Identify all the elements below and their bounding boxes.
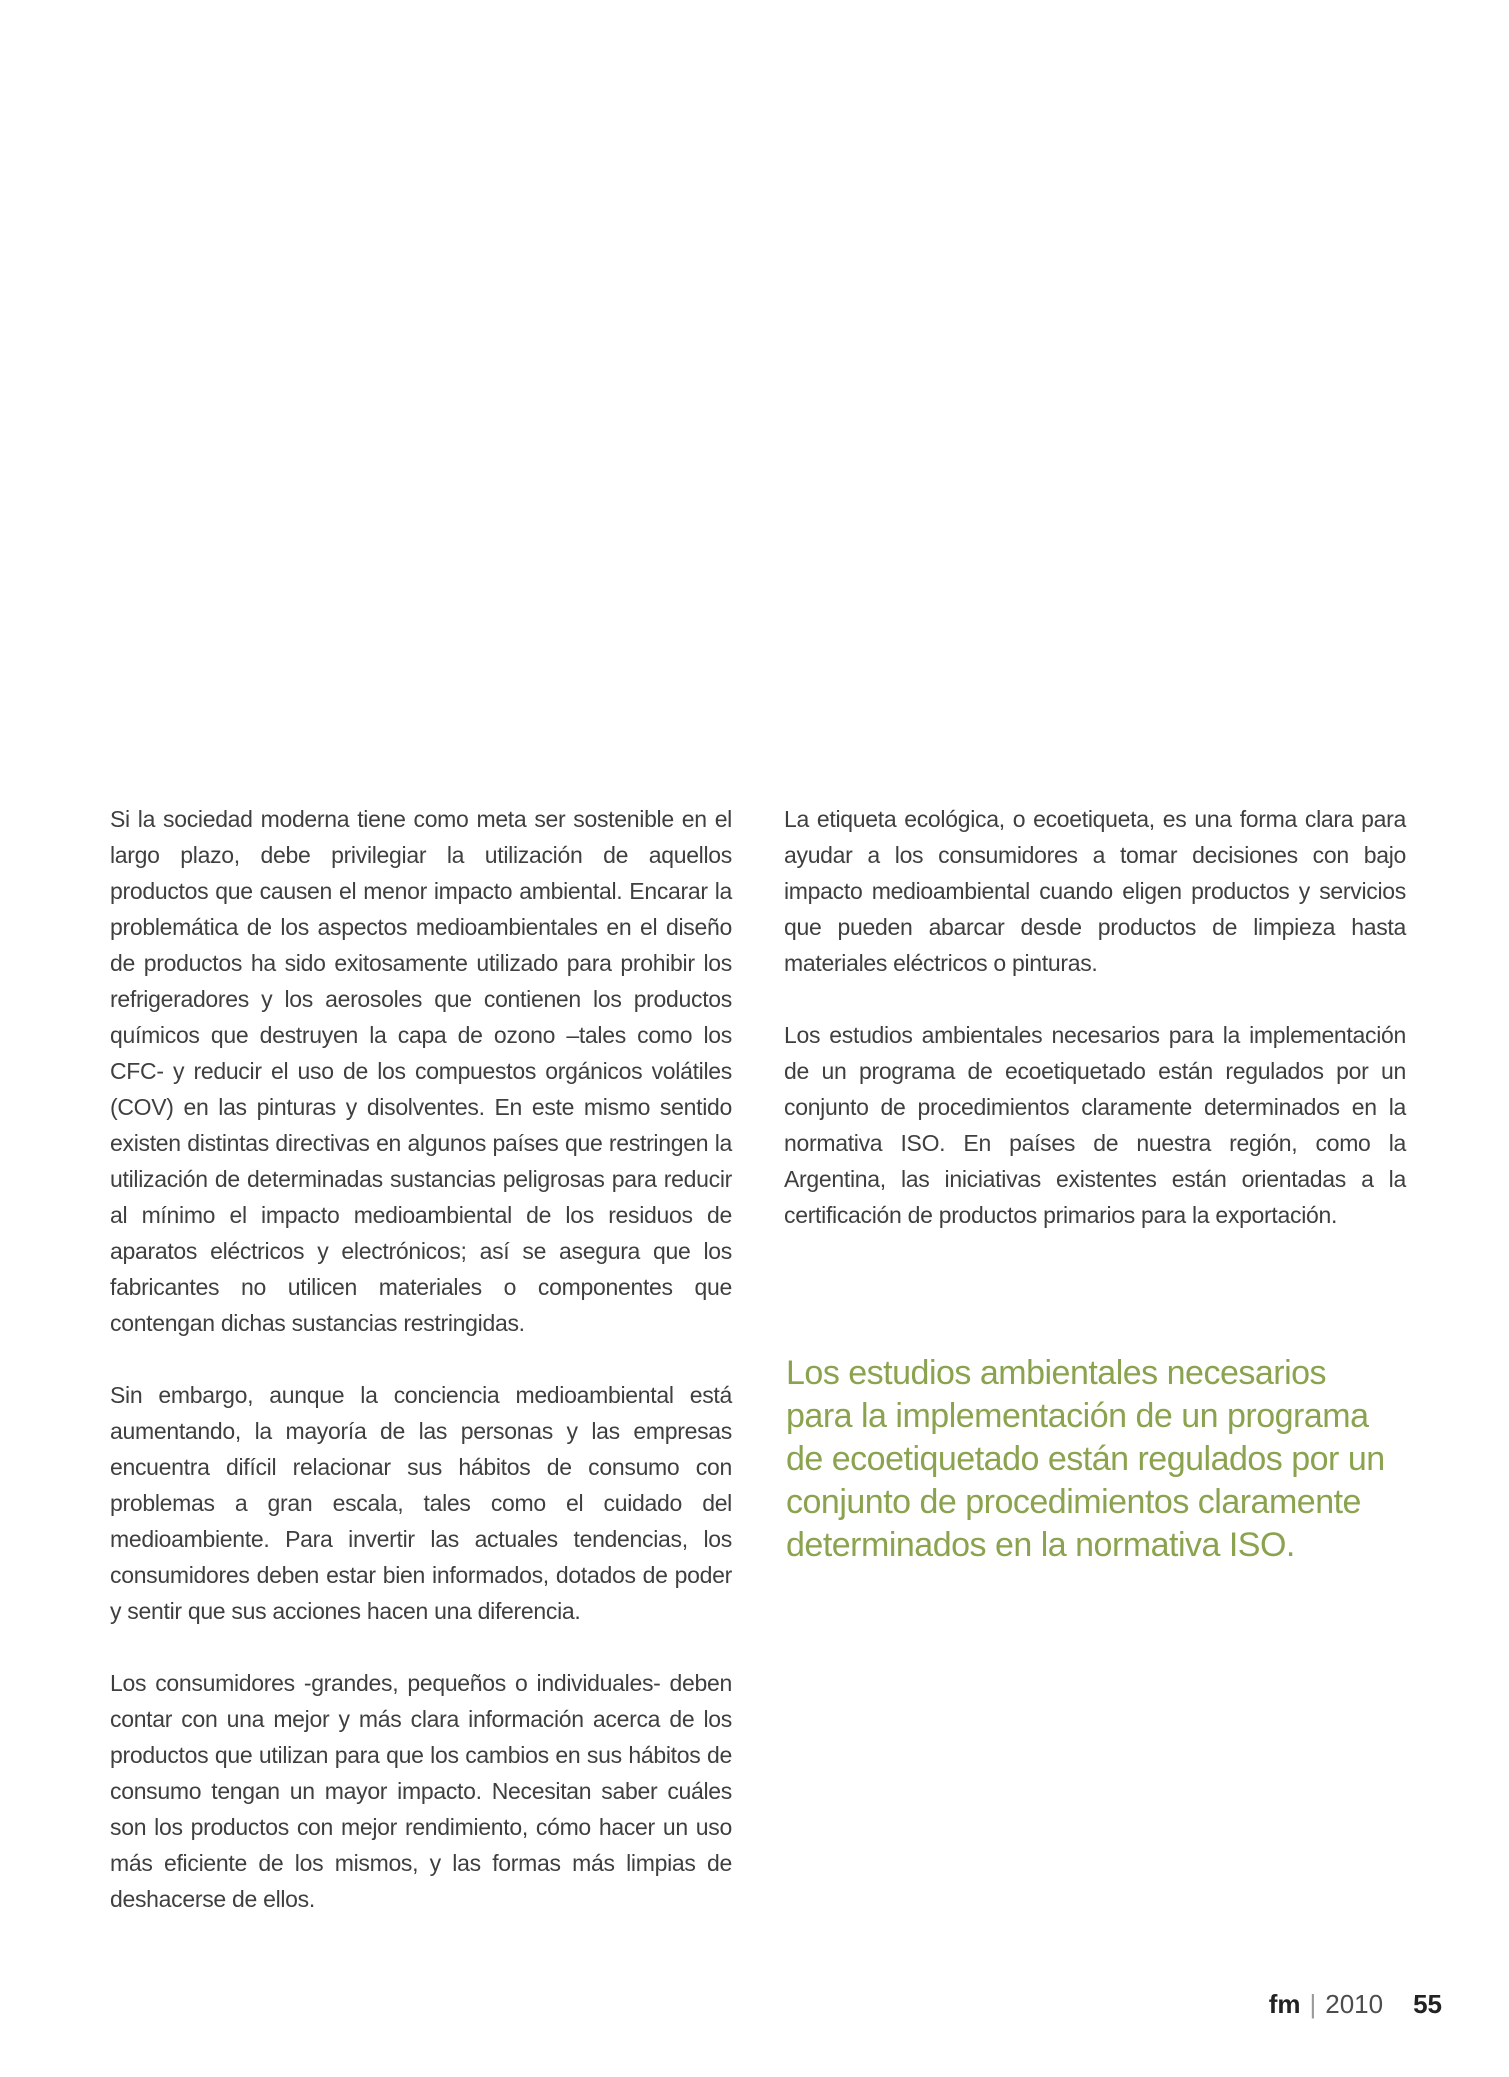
footer-separator: | — [1309, 1989, 1317, 2019]
body-paragraph: Los estudios ambientales necesarios para la implementación de un programa de ecoetiquetado están regulados por un conjunto de procedimientos claramente determinados en la normativa ISO. En países de nuestra región, como la Argentina, las iniciativas existentes están orientadas a la certificación de productos primarios para la exportación. — [784, 1022, 1406, 1228]
pull-quote-line: de ecoetiquetado están regulados por un — [786, 1440, 1385, 1478]
pull-quote — [786, 1352, 1385, 1567]
body-paragraph: Sin embargo, aunque la conciencia medioambiental está aumentando, la mayoría de las personas y las empresas encuentra difícil relacionar sus hábitos de consumo con problemas a gran escala, tales como el cuidado del medioambiente. Para invertir las actuales tendencias, los consumidores deben estar bien informados, dotados de poder y sentir que sus acciones hacen una diferencia. — [110, 1382, 732, 1624]
pull-quote-line: conjunto de procedimientos claramente — [786, 1483, 1361, 1521]
body-paragraph: Si la sociedad moderna tiene como meta ser sostenible en el largo plazo, debe privilegiar la utilización de aquellos productos que causen el menor impacto ambiental. Encarar la problemática de los aspectos medioambientales en el diseño de productos ha sido exitosamente utilizado para prohibir los refrigeradores y los aerosoles que contienen los productos químicos que destruyen la capa de ozono –tales como los CFC- y reducir el uso de los compuestos orgánicos volátiles (COV) en las pinturas y disolventes. En este mismo sentido existen distintas directivas en algunos países que restringen la utilización de determinadas sustancias peligrosas para reducir al mínimo el impacto medioambiental de los residuos de aparatos eléctricos y electrónicos; así se asegura que los fabricantes no utilicen materiales o componentes que contengan dichas sustancias restringidas. — [110, 806, 732, 1336]
body-paragraph: Los consumidores -grandes, pequeños o individuales- deben contar con una mejor y más clara información acerca de los productos que utilizan para que los cambios en sus hábitos de consumo tengan un mayor impacto. Necesitan saber cuáles son los productos con mejor rendimiento, cómo hacer un uso más eficiente de los mismos, y las formas más limpias de deshacerse de ellos. — [110, 1670, 732, 1912]
right-column — [784, 801, 1406, 1269]
footer-year: 2010 — [1325, 1989, 1384, 2019]
body-paragraph: La etiqueta ecológica, o ecoetiqueta, es una forma clara para ayudar a los consumidores a tomar decisiones con bajo impacto medioambiental cuando eligen productos y servicios que pueden abarcar desde productos de limpieza hasta materiales eléctricos o pinturas. — [784, 806, 1406, 976]
magazine-logo: fm — [1268, 1989, 1301, 2019]
page-number: 55 — [1413, 1989, 1442, 2019]
pull-quote-line: determinados en la normativa ISO. — [786, 1526, 1295, 1564]
pull-quote-line: Los estudios ambientales necesarios — [786, 1354, 1327, 1392]
left-column — [110, 801, 732, 1953]
pull-quote-line: para la implementación de un programa — [786, 1397, 1369, 1435]
page-footer — [1269, 1991, 1442, 2017]
